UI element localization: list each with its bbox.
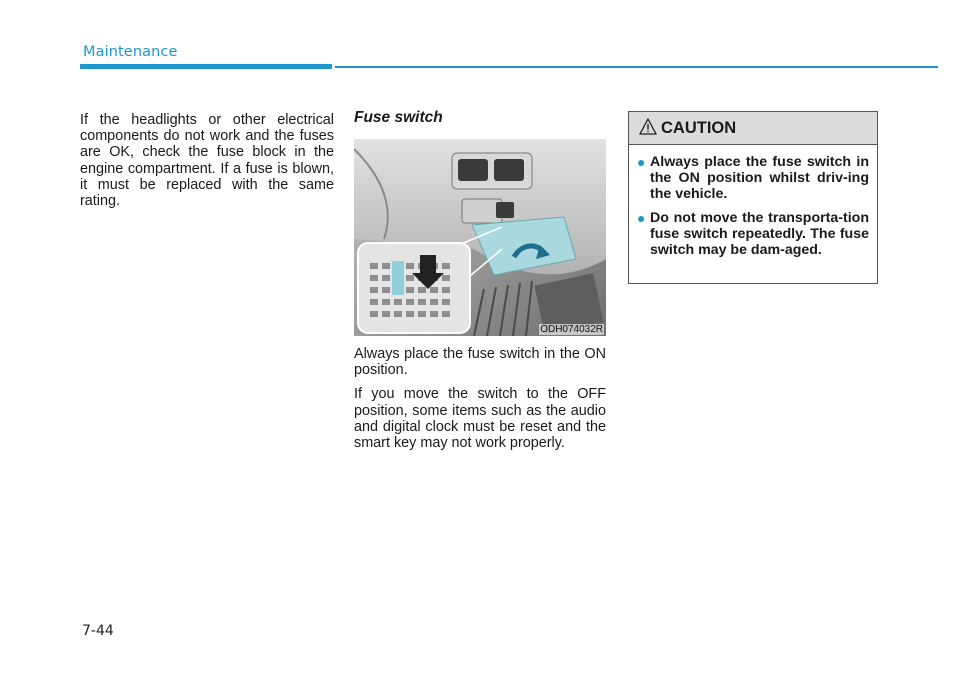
fuse-switch-heading: Fuse switch bbox=[354, 109, 443, 126]
fuse-switch-paragraph-2: If you move the switch to the OFF position, some items such as the audio and digital clock must be reset and the smart key may not work properly. bbox=[354, 386, 606, 452]
warning-triangle-icon bbox=[639, 118, 657, 135]
fuse-switch-figure bbox=[354, 139, 606, 336]
caution-box bbox=[628, 111, 878, 284]
left-column bbox=[80, 112, 334, 209]
fuse-switch-paragraph-1: Always place the fuse switch in the ON position. bbox=[354, 346, 606, 379]
header-rule-thin bbox=[335, 66, 938, 68]
caution-item-text: Always place the fuse switch in the ON position whilst driv-ing the vehicle. bbox=[650, 154, 869, 203]
middle-column bbox=[354, 109, 606, 451]
section-title: Maintenance bbox=[83, 44, 178, 60]
caution-item bbox=[637, 154, 869, 203]
header-rule-thick bbox=[80, 64, 332, 69]
caution-item-text: Do not move the transporta-tion fuse switch repeatedly. The fuse switch may be dam-aged. bbox=[650, 209, 869, 259]
page-number: 7-44 bbox=[82, 623, 114, 639]
figure-code: ODH074032R bbox=[540, 324, 603, 335]
caution-title: CAUTION bbox=[661, 119, 737, 137]
fuse-panel-illustration bbox=[354, 139, 606, 336]
caution-item bbox=[637, 210, 869, 259]
caution-header bbox=[629, 112, 877, 145]
intro-paragraph: If the headlights or other electrical components do not work and the fuses are OK, check the fuse block in the engine compartment. If a fuse is blown, it must be replaced with the same rating. bbox=[80, 112, 334, 210]
bullet-icon: ● bbox=[637, 154, 646, 170]
caution-list bbox=[629, 145, 877, 258]
bullet-icon: ● bbox=[637, 209, 646, 226]
